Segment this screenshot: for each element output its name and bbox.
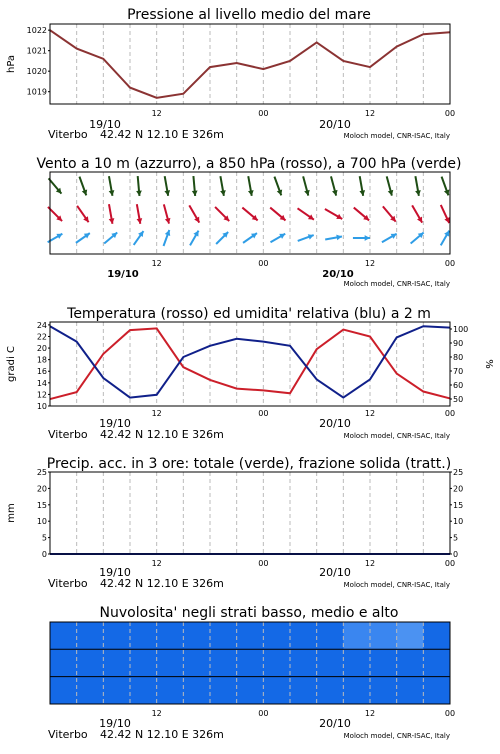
wind-arrow-850hPa [298, 208, 314, 219]
wind-arrow-700hPa [303, 176, 310, 195]
clouds-cell-alto [423, 622, 450, 649]
temp-gridlines [77, 322, 424, 406]
wind-date-19: 19/10 [107, 269, 139, 280]
wind-arrow-850hPa [383, 206, 396, 221]
wind-arrow-10m [325, 235, 342, 241]
wind-arrow-700hPa [248, 176, 254, 196]
wind-arrow-850hPa [412, 205, 422, 222]
humidity-ytick-label: 80 [453, 353, 464, 362]
pressure-footer-credit: Moloch model, CNR-ISAC, Italy [343, 132, 450, 140]
pressure-ytick-label: 1019 [26, 87, 47, 97]
clouds-cell-medio [183, 649, 210, 676]
clouds-footer-station: Viterbo [48, 728, 88, 741]
temp-yticks [37, 321, 50, 411]
clouds-cell-alto [370, 622, 397, 649]
wind-xtick-label: 12 [151, 259, 162, 268]
clouds-cell-medio [237, 649, 264, 676]
wind-arrow-700hPa-head [192, 190, 198, 195]
humidity-ytick-label: 60 [453, 381, 464, 390]
wind-arrow-850hPa [189, 205, 199, 222]
wind-arrow-700hPa-head [136, 190, 142, 195]
clouds-cell-medio [50, 649, 77, 676]
clouds-cell-medio [317, 649, 344, 676]
wind-arrow-850hPa [270, 208, 285, 221]
clouds-cell-medio [423, 649, 450, 676]
precip-xtick-label: 12 [364, 559, 376, 568]
precip-ytick-label: 10 [36, 517, 47, 527]
wind-arrow-10m [298, 234, 314, 241]
clouds-date-20: 20/10 [319, 717, 351, 730]
clouds-cell-basso [103, 677, 130, 704]
wind-arrow-700hPa [331, 176, 338, 195]
pressure-line [50, 30, 450, 98]
clouds-cell-alto [50, 622, 77, 649]
wind-arrow-10m [270, 234, 285, 243]
wind-arrow-700hPa [359, 176, 365, 196]
precip-footer-station: Viterbo [48, 577, 88, 590]
clouds-cell-medio [397, 649, 424, 676]
clouds-cell-medio [263, 649, 290, 676]
clouds-cell-basso [157, 677, 184, 704]
wind-arrow-700hPa [387, 176, 394, 195]
wind-arrow-10m [190, 231, 199, 246]
precip-xticks [152, 559, 456, 568]
clouds-date-19: 19/10 [99, 717, 131, 730]
precip-right-ytick-label: 15 [453, 500, 464, 510]
temp-ytick-label: 22 [36, 332, 47, 342]
clouds-footer-credit: Moloch model, CNR-ISAC, Italy [343, 732, 450, 740]
pressure-series [50, 30, 450, 98]
wind-arrow-850hPa [215, 207, 229, 221]
clouds-cell-alto [77, 622, 104, 649]
pressure-footer-station: Viterbo [48, 128, 88, 141]
temp-ylabel: gradi C [6, 346, 17, 382]
temp-xtick-label: 12 [364, 409, 376, 418]
temp-ytick-label: 20 [36, 344, 47, 354]
wind-arrow-10m [411, 233, 424, 244]
clouds-cell-basso [370, 677, 397, 704]
clouds-cell-medio [130, 649, 157, 676]
wind-arrow-10m [164, 230, 171, 246]
wind-arrow-700hPa [220, 176, 226, 196]
wind-arrow-10m [382, 234, 397, 243]
clouds-cell-basso [317, 677, 344, 704]
clouds-cell-alto [130, 622, 157, 649]
wind-arrow-850hPa [354, 208, 369, 221]
humidity-ytick-label: 50 [453, 395, 464, 404]
clouds-cell-alto [343, 622, 370, 649]
clouds-xtick-label: 00 [258, 709, 269, 718]
pressure-footer-coords: 42.42 N 12.10 E 326m [100, 128, 224, 141]
clouds-cell-alto [397, 622, 424, 649]
precip-ytick-label: 5 [41, 533, 47, 543]
clouds-cell-alto [157, 622, 184, 649]
humidity-ylabel: % [483, 359, 494, 369]
wind-arrow-10m [353, 235, 370, 241]
wind-arrow-700hPa [192, 176, 198, 196]
clouds-cell-basso [237, 677, 264, 704]
temp-ytick-label: 12 [36, 390, 47, 400]
wind-arrow-700hPa [49, 178, 62, 193]
precip-ytick-label: 20 [36, 484, 47, 494]
clouds-cell-basso [423, 677, 450, 704]
wind-arrow-700hPa [274, 177, 282, 196]
temp-ytick-label: 16 [36, 367, 47, 377]
clouds-heatmap [50, 622, 451, 704]
humidity-line [50, 326, 450, 397]
clouds-cell-basso [77, 677, 104, 704]
clouds-cell-medio [370, 649, 397, 676]
clouds-cell-alto [317, 622, 344, 649]
clouds-xtick-label: 12 [151, 709, 162, 718]
precip-yticks [37, 468, 463, 559]
pressure-title: Pressione al livello medio del mare [127, 7, 371, 23]
wind-arrow-10m [243, 233, 257, 243]
wind-arrow-10m [134, 231, 144, 245]
clouds-cell-alto [183, 622, 210, 649]
clouds-cell-medio [210, 649, 237, 676]
humidity-ytick-label: 90 [453, 339, 464, 348]
wind-arrow-700hPa [79, 177, 87, 196]
precip-right-ytick-label: 25 [453, 468, 464, 477]
wind-arrow-10m [76, 233, 90, 243]
wind-arrow-10m [216, 232, 228, 244]
humidity-ytick-label: 100 [453, 325, 469, 334]
clouds-footer-coords: 42.42 N 12.10 E 326m [100, 728, 224, 741]
temp-date-20: 20/10 [319, 417, 351, 430]
precip-ytick-label: 15 [36, 500, 47, 510]
temperature-line [50, 328, 450, 399]
temp-footer-station: Viterbo [48, 428, 88, 441]
clouds-cell-basso [343, 677, 370, 704]
temp-ytick-label: 10 [36, 402, 47, 411]
pressure-ylabel: hPa [6, 54, 17, 74]
clouds-cell-basso [290, 677, 317, 704]
wind-arrow-10m [104, 233, 117, 244]
wind-arrow-700hPa [109, 176, 115, 196]
temp-footer-credit: Moloch model, CNR-ISAC, Italy [343, 432, 450, 440]
clouds-cell-alto [210, 622, 237, 649]
temp-ytick-label: 18 [36, 355, 47, 365]
temp-humidity-series [50, 326, 450, 399]
pressure-frame [50, 24, 450, 104]
wind-footer-credit: Moloch model, CNR-ISAC, Italy [343, 280, 450, 288]
wind-arrow-700hPa [442, 177, 450, 196]
clouds-cell-basso [397, 677, 424, 704]
clouds-cell-basso [210, 677, 237, 704]
clouds-title: Nuvolosita' negli strati basso, medio e alto [99, 605, 399, 621]
precip-title: Precip. acc. in 3 ore: totale (verde), frazione solida (tratt.) [46, 456, 452, 472]
temp-xtick-label: 00 [444, 409, 456, 418]
wind-xtick-label: 12 [364, 259, 376, 268]
pressure-yticks [27, 26, 50, 97]
precip-date-19: 19/10 [99, 566, 131, 579]
temp-ytick-label: 24 [36, 320, 47, 330]
pressure-xtick-label: 00 [258, 109, 269, 118]
wind-arrow-850hPa [441, 205, 450, 223]
wind-arrow-700hPa [164, 176, 170, 196]
clouds-cell-medio [103, 649, 130, 676]
pressure-xtick-label: 00 [444, 109, 456, 118]
clouds-cell-alto [263, 622, 290, 649]
precip-right-ytick-label: 10 [453, 517, 464, 527]
precip-ytick-label: 0 [41, 550, 47, 559]
precip-ytick-label: 25 [36, 468, 47, 477]
humidity-yticks [450, 325, 468, 404]
clouds-cell-medio [157, 649, 184, 676]
wind-arrow-850hPa [164, 204, 171, 223]
temp-date-19: 19/10 [99, 417, 131, 430]
humidity-ytick-label: 70 [453, 367, 464, 376]
clouds-cell-basso [50, 677, 77, 704]
pressure-date-19: 19/10 [89, 118, 121, 131]
wind-arrow-850hPa [109, 204, 115, 224]
temp-xticks [152, 409, 456, 418]
wind-arrow-700hPa [136, 176, 142, 196]
precip-ylabel: mm [6, 503, 17, 523]
precip-right-ytick-label: 5 [453, 533, 459, 543]
pressure-ytick-label: 1022 [26, 26, 47, 36]
clouds-cell-basso [263, 677, 290, 704]
wind-xtick-label: 00 [444, 259, 456, 268]
pressure-xtick-label: 12 [151, 109, 162, 118]
clouds-cell-medio [77, 649, 104, 676]
precip-xtick-label: 00 [258, 559, 269, 568]
wind-date-20: 20/10 [322, 269, 354, 280]
precip-date-20: 20/10 [319, 566, 351, 579]
clouds-cell-basso [130, 677, 157, 704]
pressure-gridlines [77, 24, 424, 104]
wind-arrow-850hPa [77, 206, 88, 222]
clouds-cell-medio [343, 649, 370, 676]
wind-title: Vento a 10 m (azzurro), a 850 hPa (rosso), a 700 hPa (verde) [36, 156, 462, 172]
precip-right-ytick-label: 20 [453, 484, 464, 494]
precip-footer-credit: Moloch model, CNR-ISAC, Italy [343, 581, 450, 589]
temp-xtick-label: 00 [258, 409, 269, 418]
wind-arrow-10m-head [365, 235, 370, 241]
clouds-xtick-label: 12 [364, 709, 376, 718]
precip-footer-coords: 42.42 N 12.10 E 326m [100, 577, 224, 590]
temp-title: Temperatura (rosso) ed umidita' relativa (blu) a 2 m [67, 306, 431, 322]
wind-arrow-850hPa [325, 209, 342, 219]
clouds-cell-alto [103, 622, 130, 649]
temp-xtick-label: 12 [151, 409, 162, 418]
clouds-cell-basso [183, 677, 210, 704]
precip-right-ytick-label: 0 [453, 550, 459, 559]
pressure-date-20: 20/10 [319, 118, 351, 131]
clouds-cell-alto [237, 622, 264, 649]
precip-xtick-label: 12 [151, 559, 162, 568]
clouds-xtick-label: 00 [444, 709, 456, 718]
wind-xtick-label: 00 [258, 259, 269, 268]
temp-footer-coords: 42.42 N 12.10 E 326m [100, 428, 224, 441]
clouds-cell-medio [290, 649, 317, 676]
wind-arrow-850hPa [137, 204, 143, 224]
wind-arrow-10m [441, 231, 450, 246]
precip-xtick-label: 00 [444, 559, 456, 568]
wind-arrow-850hPa [242, 208, 257, 221]
precip-frame [50, 472, 450, 554]
clouds-cell-alto [290, 622, 317, 649]
precip-gridlines [77, 472, 424, 554]
clouds-xticks [152, 709, 456, 718]
pressure-ytick-label: 1021 [26, 46, 47, 56]
pressure-xticks [152, 109, 456, 118]
wind-arrow-700hPa [415, 176, 421, 196]
wind-arrows [48, 176, 450, 246]
pressure-xtick-label: 12 [364, 109, 376, 118]
pressure-ytick-label: 1020 [26, 67, 47, 77]
temp-ytick-label: 14 [36, 378, 47, 388]
wind-xticks [152, 259, 456, 268]
